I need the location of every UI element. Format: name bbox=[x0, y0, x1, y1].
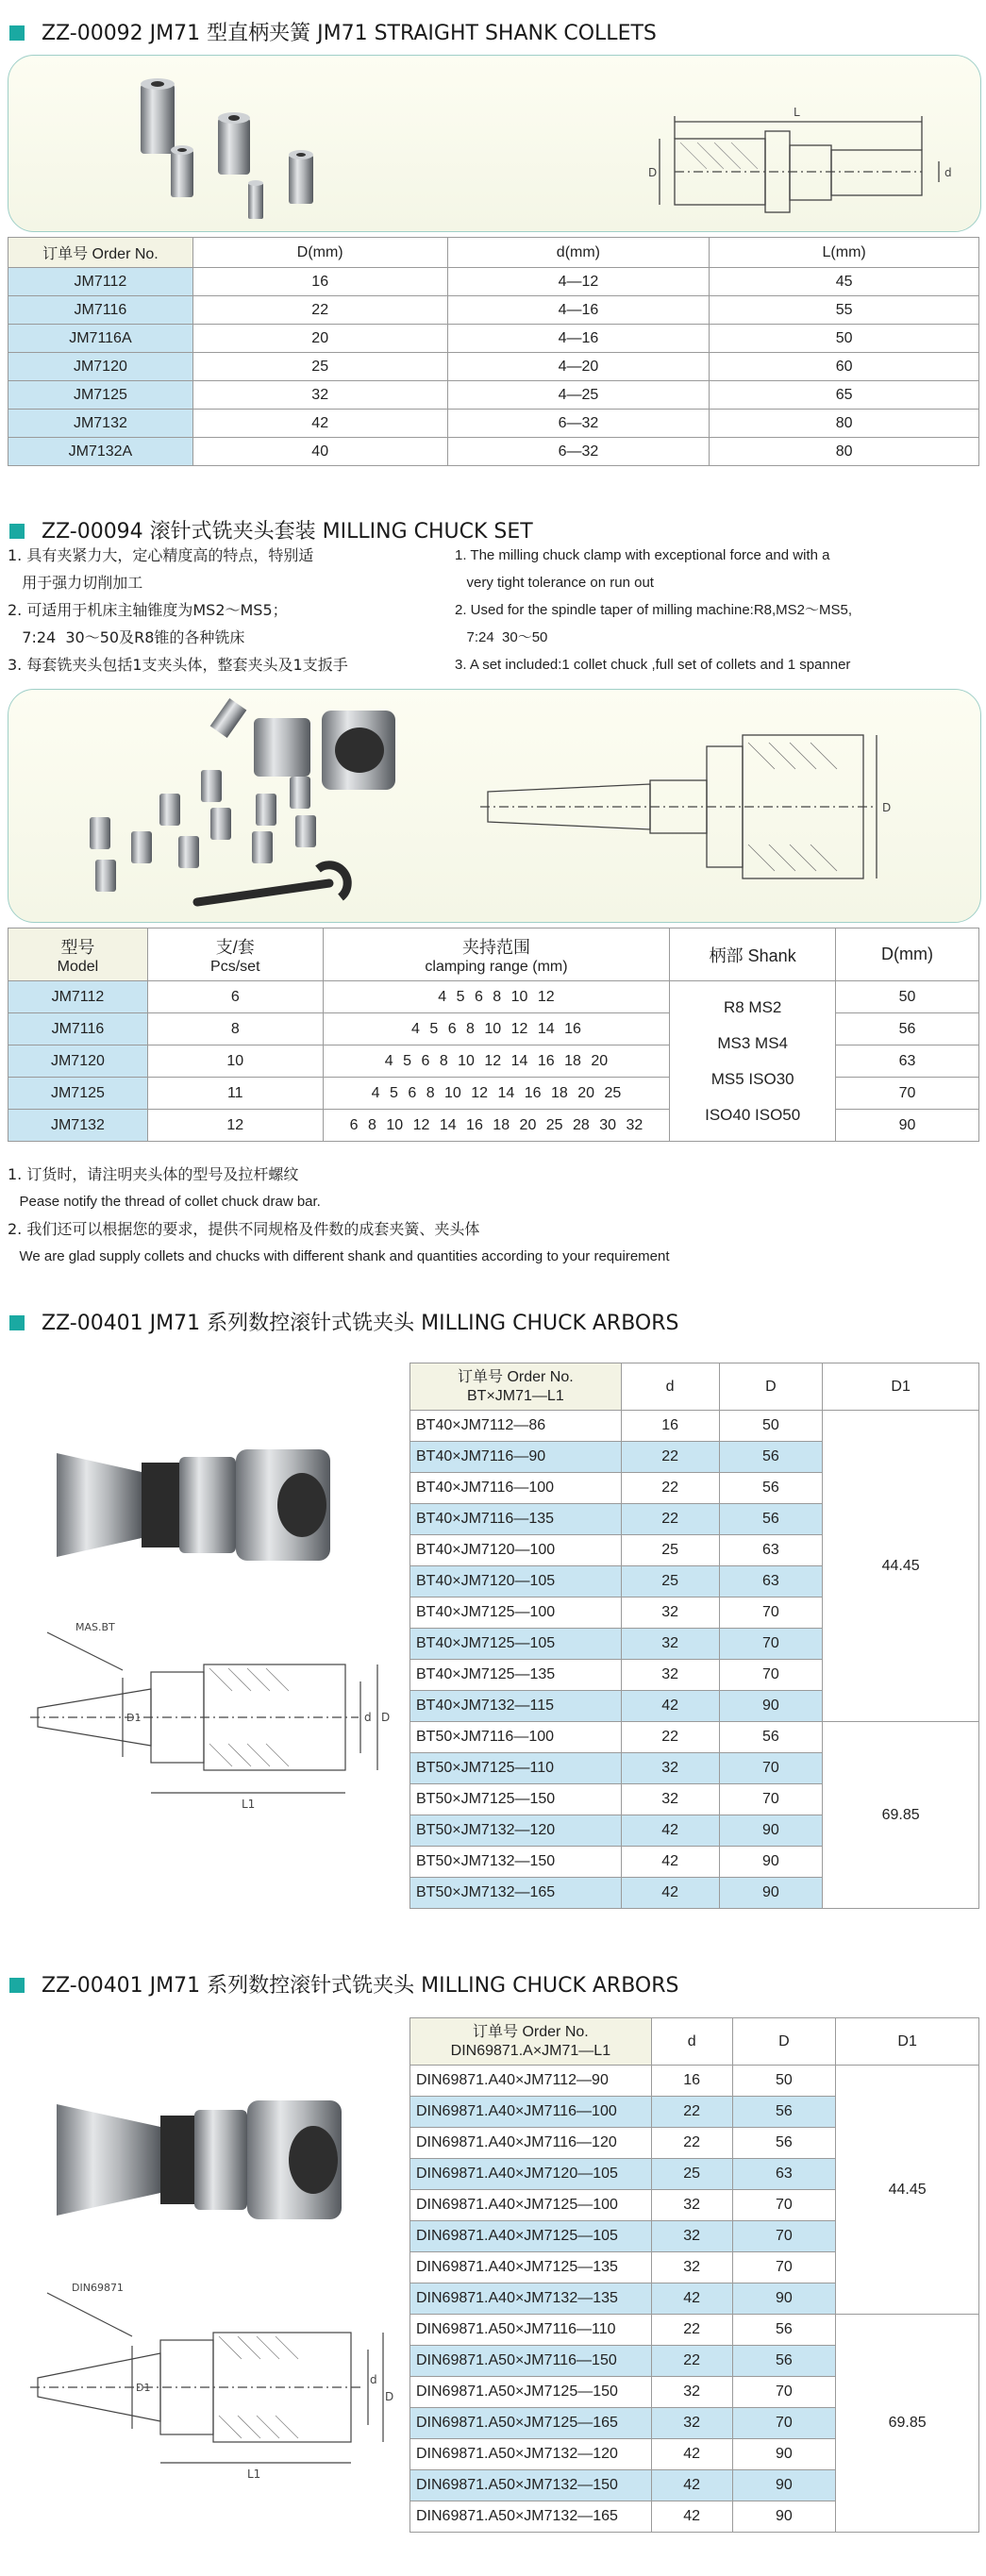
chuck-set-image-panel bbox=[8, 689, 981, 923]
table-cell: 16 bbox=[621, 1411, 719, 1442]
note-cn-2b: 7:24 30～50及R8锥的各种铣床 bbox=[8, 628, 245, 646]
table-row bbox=[8, 410, 979, 438]
section-title-milling-chuck-set: ZZ-00094 滚针式铣夹头套装 MILLING CHUCK SET bbox=[9, 515, 533, 544]
table-cell: 4—20 bbox=[447, 353, 710, 381]
table-cell: 22 bbox=[651, 2315, 732, 2346]
table-cell: 50 bbox=[836, 981, 979, 1013]
collets-illustration bbox=[8, 56, 980, 231]
table-cell: JM7116A bbox=[8, 325, 193, 353]
table-cell: BT50×JM7125—110 bbox=[410, 1753, 622, 1784]
table-cell: 90 bbox=[719, 1815, 823, 1847]
table-cell: 63 bbox=[732, 2159, 836, 2190]
note-en-1b: very tight tolerance on run out bbox=[455, 575, 654, 591]
footnote-en-2: We are glad supply collets and chucks with different shank and quantities according to your requirement bbox=[8, 1248, 670, 1264]
din-arbor-illustration bbox=[19, 2085, 396, 2519]
table-cell: DIN69871.A40×JM7132—135 bbox=[410, 2283, 652, 2315]
table-cell: 25 bbox=[621, 1566, 719, 1597]
table-cell: 63 bbox=[836, 1045, 979, 1078]
section-marker-icon bbox=[9, 1315, 25, 1330]
dimension-label-d: d bbox=[370, 2373, 377, 2386]
note-cn-3: 3. 每套铣夹头包括1支夹头体，整套夹头及1支扳手 bbox=[8, 656, 348, 674]
table-cell: 56 bbox=[732, 2346, 836, 2377]
table-cell: BT40×JM7116—135 bbox=[410, 1504, 622, 1535]
dimension-label-D: D bbox=[882, 801, 892, 814]
table-cell: 70 bbox=[719, 1753, 823, 1784]
table-cell: 56 bbox=[732, 2315, 836, 2346]
din-arbors-table bbox=[409, 2017, 979, 2533]
table-cell: 56 bbox=[732, 2128, 836, 2159]
table-cell: 16 bbox=[651, 2066, 732, 2097]
table-cell: BT40×JM7125—135 bbox=[410, 1660, 622, 1691]
table-cell: 70 bbox=[732, 2221, 836, 2252]
table-cell: 25 bbox=[621, 1535, 719, 1566]
table-cell: 22 bbox=[651, 2128, 732, 2159]
bt-arbors-table bbox=[409, 1363, 979, 1909]
table-cell: 32 bbox=[621, 1597, 719, 1629]
table-cell: 90 bbox=[732, 2470, 836, 2501]
table-cell: DIN69871.A50×JM7125—150 bbox=[410, 2377, 652, 2408]
table-cell: BT40×JM7120—100 bbox=[410, 1535, 622, 1566]
drawing-label-din: DIN69871 bbox=[72, 2282, 124, 2294]
table-cell: 56 bbox=[719, 1473, 823, 1504]
table-cell: 90 bbox=[836, 1110, 979, 1142]
table-row bbox=[8, 325, 979, 353]
table-cell: JM7120 bbox=[8, 1045, 148, 1078]
table-cell: 50 bbox=[719, 1411, 823, 1442]
table-cell: BT40×JM7125—100 bbox=[410, 1597, 622, 1629]
table-row bbox=[410, 2315, 979, 2346]
col-header-order-no: 订单号 Order No. bbox=[8, 238, 193, 268]
col-header-D: D bbox=[719, 1363, 823, 1411]
dimension-label-D: D bbox=[648, 166, 658, 179]
shank-value: MS3 MS4 bbox=[717, 1033, 788, 1052]
table-cell: 70 bbox=[732, 2252, 836, 2283]
table-cell: 22 bbox=[192, 296, 447, 325]
table-cell: 32 bbox=[651, 2221, 732, 2252]
table-cell: JM7116 bbox=[8, 296, 193, 325]
table-cell: 12 bbox=[147, 1110, 323, 1142]
table-cell: BT40×JM7116—90 bbox=[410, 1442, 622, 1473]
collets-image-panel bbox=[8, 55, 981, 232]
section-title-din-arbors: ZZ-00401 JM71 系列数控滚针式铣夹头 MILLING CHUCK ARBORS bbox=[9, 1969, 679, 1999]
table-row bbox=[8, 981, 979, 1013]
table-cell: 4—25 bbox=[447, 381, 710, 410]
note-cn-1b: 用于强力切削加工 bbox=[8, 574, 143, 592]
d1-cell: 44.45 bbox=[836, 2066, 979, 2315]
table-row bbox=[8, 353, 979, 381]
table-row bbox=[410, 2066, 979, 2097]
table-cell: 56 bbox=[719, 1442, 823, 1473]
table-cell: 11 bbox=[147, 1078, 323, 1110]
dimension-label-L: L bbox=[794, 106, 800, 119]
table-cell: JM7112 bbox=[8, 268, 193, 296]
col-header-model: 型号 Model bbox=[8, 928, 148, 981]
col-header-D: D(mm) bbox=[192, 238, 447, 268]
table-cell: JM7125 bbox=[8, 1078, 148, 1110]
note-cn-2: 2. 可适用于机床主轴锥度为MS2～MS5； bbox=[8, 601, 288, 619]
table-cell: 42 bbox=[621, 1691, 719, 1722]
table-cell: 6—32 bbox=[447, 438, 710, 466]
table-cell: 4 5 6 8 10 12 14 16 18 20 25 bbox=[323, 1078, 670, 1110]
table-cell: BT40×JM7112—86 bbox=[410, 1411, 622, 1442]
d1-cell: 69.85 bbox=[836, 2315, 979, 2533]
col-header-D1: D1 bbox=[836, 2018, 979, 2066]
table-cell: 70 bbox=[719, 1629, 823, 1660]
table-cell: 4 5 6 8 10 12 14 16 bbox=[323, 1013, 670, 1045]
table-cell: DIN69871.A40×JM7125—135 bbox=[410, 2252, 652, 2283]
table-cell: 90 bbox=[732, 2439, 836, 2470]
table-cell: JM7116 bbox=[8, 1013, 148, 1045]
table-cell: DIN69871.A40×JM7112—90 bbox=[410, 2066, 652, 2097]
table-cell: 56 bbox=[732, 2097, 836, 2128]
table-cell: 32 bbox=[651, 2252, 732, 2283]
table-cell: DIN69871.A50×JM7132—150 bbox=[410, 2470, 652, 2501]
table-cell: 70 bbox=[836, 1078, 979, 1110]
table-row bbox=[8, 381, 979, 410]
col-header-order-no: 订单号 Order No. DIN69871.A×JM71—L1 bbox=[410, 2018, 652, 2066]
section-marker-icon bbox=[9, 1978, 25, 1993]
table-cell: 20 bbox=[192, 325, 447, 353]
table-cell: 70 bbox=[719, 1784, 823, 1815]
english-notes bbox=[455, 542, 852, 678]
col-header-pcs-set: 支/套 Pcs/set bbox=[147, 928, 323, 981]
table-cell: BT40×JM7132—115 bbox=[410, 1691, 622, 1722]
table-cell: 4—16 bbox=[447, 325, 710, 353]
table-cell: 80 bbox=[710, 438, 979, 466]
table-cell: 42 bbox=[621, 1847, 719, 1878]
table-cell: 22 bbox=[621, 1473, 719, 1504]
table-cell: DIN69871.A50×JM7132—120 bbox=[410, 2439, 652, 2470]
table-cell: 22 bbox=[621, 1442, 719, 1473]
table-cell: 60 bbox=[710, 353, 979, 381]
col-header-shank: 柄部 Shank bbox=[670, 928, 836, 981]
table-cell: JM7112 bbox=[8, 981, 148, 1013]
dimension-label-L1: L1 bbox=[247, 2467, 261, 2481]
shank-value: ISO40 ISO50 bbox=[705, 1105, 801, 1124]
col-header-L: L(mm) bbox=[710, 238, 979, 268]
footnote-cn-2: 2. 我们还可以根据您的要求，提供不同规格及件数的成套夹簧、夹头体 bbox=[8, 1220, 480, 1238]
table-cell: 32 bbox=[621, 1753, 719, 1784]
table-cell: 6 8 10 12 14 16 18 20 25 28 30 32 bbox=[323, 1110, 670, 1142]
table-cell: 42 bbox=[651, 2501, 732, 2533]
table-cell: 4—12 bbox=[447, 268, 710, 296]
table-cell: 32 bbox=[651, 2190, 732, 2221]
table-cell: BT40×JM7116—100 bbox=[410, 1473, 622, 1504]
col-header-d: d bbox=[621, 1363, 719, 1411]
dimension-label-d: d bbox=[944, 166, 952, 179]
note-en-2b: 7:24 30～50 bbox=[455, 629, 548, 645]
table-cell: 6 bbox=[147, 981, 323, 1013]
col-header-d: d(mm) bbox=[447, 238, 710, 268]
table-cell: 32 bbox=[621, 1629, 719, 1660]
table-row bbox=[8, 268, 979, 296]
bt-arbor-illustration bbox=[19, 1434, 396, 1849]
shank-cell bbox=[670, 981, 836, 1142]
dimension-label-d: d bbox=[364, 1711, 372, 1724]
table-cell: 42 bbox=[651, 2439, 732, 2470]
collets-table bbox=[8, 237, 979, 466]
table-cell: 70 bbox=[732, 2408, 836, 2439]
shank-value: R8 MS2 bbox=[723, 997, 782, 1016]
section-marker-icon bbox=[9, 25, 25, 41]
table-cell: 90 bbox=[732, 2501, 836, 2533]
table-row bbox=[410, 1411, 979, 1442]
dimension-label-D: D bbox=[381, 1711, 391, 1724]
table-cell: 80 bbox=[710, 410, 979, 438]
table-cell: JM7132 bbox=[8, 410, 193, 438]
table-cell: 90 bbox=[732, 2283, 836, 2315]
table-cell: DIN69871.A40×JM7125—105 bbox=[410, 2221, 652, 2252]
table-cell: DIN69871.A50×JM7116—150 bbox=[410, 2346, 652, 2377]
section-marker-icon bbox=[9, 524, 25, 539]
col-header-order-no: 订单号 Order No. BT×JM71—L1 bbox=[410, 1363, 622, 1411]
footnote-en-1: Pease notify the thread of collet chuck draw bar. bbox=[8, 1194, 321, 1210]
col-header-d: d bbox=[651, 2018, 732, 2066]
table-cell: DIN69871.A50×JM7132—165 bbox=[410, 2501, 652, 2533]
col-header-clamping-range: 夹持范围 clamping range (mm) bbox=[323, 928, 670, 981]
dimension-label-D1: D1 bbox=[126, 1712, 142, 1724]
table-cell: 22 bbox=[621, 1504, 719, 1535]
table-cell: BT50×JM7132—165 bbox=[410, 1878, 622, 1909]
table-cell: 50 bbox=[710, 325, 979, 353]
dimension-label-D1: D1 bbox=[136, 2382, 151, 2394]
table-cell: JM7132A bbox=[8, 438, 193, 466]
table-cell: BT50×JM7116—100 bbox=[410, 1722, 622, 1753]
col-header-D: D(mm) bbox=[836, 928, 979, 981]
table-cell: 42 bbox=[651, 2470, 732, 2501]
table-cell: DIN69871.A40×JM7120—105 bbox=[410, 2159, 652, 2190]
table-row bbox=[8, 296, 979, 325]
table-cell: 32 bbox=[192, 381, 447, 410]
table-cell: 70 bbox=[732, 2377, 836, 2408]
table-cell: 90 bbox=[719, 1691, 823, 1722]
table-cell: BT40×JM7125—105 bbox=[410, 1629, 622, 1660]
section-title-straight-shank: ZZ-00092 JM71 型直柄夹簧 JM71 STRAIGHT SHANK COLLETS bbox=[9, 17, 657, 46]
footnote-cn-1: 1. 订货时，请注明夹头体的型号及拉杆螺纹 bbox=[8, 1165, 299, 1183]
col-header-D1: D1 bbox=[823, 1363, 979, 1411]
table-cell: BT50×JM7125—150 bbox=[410, 1784, 622, 1815]
table-cell: 32 bbox=[621, 1660, 719, 1691]
table-cell: 63 bbox=[719, 1566, 823, 1597]
table-cell: JM7125 bbox=[8, 381, 193, 410]
table-cell: 4 5 6 8 10 12 bbox=[323, 981, 670, 1013]
table-cell: 42 bbox=[621, 1815, 719, 1847]
table-cell: 32 bbox=[651, 2377, 732, 2408]
table-cell: 42 bbox=[621, 1878, 719, 1909]
col-header-D: D bbox=[732, 2018, 836, 2066]
drawing-label-mas-bt: MAS.BT bbox=[75, 1621, 115, 1633]
table-cell: JM7132 bbox=[8, 1110, 148, 1142]
table-cell: 4—16 bbox=[447, 296, 710, 325]
table-cell: 4 5 6 8 10 12 14 16 18 20 bbox=[323, 1045, 670, 1078]
table-cell: BT50×JM7132—150 bbox=[410, 1847, 622, 1878]
table-cell: 90 bbox=[719, 1878, 823, 1909]
d1-cell: 44.45 bbox=[823, 1411, 979, 1722]
note-en-1: 1. The milling chuck clamp with exceptional force and with a bbox=[455, 547, 830, 563]
table-cell: 50 bbox=[732, 2066, 836, 2097]
table-cell: 42 bbox=[192, 410, 447, 438]
chinese-notes bbox=[8, 542, 348, 678]
table-cell: 90 bbox=[719, 1847, 823, 1878]
table-cell: 22 bbox=[651, 2346, 732, 2377]
table-cell: 32 bbox=[621, 1784, 719, 1815]
chuck-set-table bbox=[8, 928, 979, 1142]
table-cell: 45 bbox=[710, 268, 979, 296]
table-cell: 56 bbox=[719, 1504, 823, 1535]
table-cell: 22 bbox=[651, 2097, 732, 2128]
table-cell: DIN69871.A50×JM7116—110 bbox=[410, 2315, 652, 2346]
shank-value: MS5 ISO30 bbox=[710, 1069, 794, 1088]
section-title-bt-arbors: ZZ-00401 JM71 系列数控滚针式铣夹头 MILLING CHUCK ARBORS bbox=[9, 1307, 679, 1336]
table-cell: BT50×JM7132—120 bbox=[410, 1815, 622, 1847]
chuck-set-footnotes bbox=[8, 1161, 670, 1270]
dimension-label-L1: L1 bbox=[242, 1798, 256, 1811]
table-cell: DIN69871.A40×JM7125—100 bbox=[410, 2190, 652, 2221]
table-cell: 6—32 bbox=[447, 410, 710, 438]
note-en-3: 3. A set included:1 collet chuck ,full set of collets and 1 spanner bbox=[455, 657, 851, 673]
table-cell: DIN69871.A40×JM7116—120 bbox=[410, 2128, 652, 2159]
table-cell: 42 bbox=[651, 2283, 732, 2315]
table-cell: 55 bbox=[710, 296, 979, 325]
table-cell: DIN69871.A40×JM7116—100 bbox=[410, 2097, 652, 2128]
table-cell: 70 bbox=[719, 1660, 823, 1691]
table-cell: 25 bbox=[651, 2159, 732, 2190]
table-cell: 70 bbox=[732, 2190, 836, 2221]
chuck-set-illustration bbox=[8, 690, 980, 922]
table-cell: 32 bbox=[651, 2408, 732, 2439]
table-row bbox=[410, 1722, 979, 1753]
note-cn-1: 1. 具有夹紧力大，定心精度高的特点，特别适 bbox=[8, 546, 314, 564]
table-cell: 16 bbox=[192, 268, 447, 296]
table-cell: 10 bbox=[147, 1045, 323, 1078]
table-cell: BT40×JM7120—105 bbox=[410, 1566, 622, 1597]
note-en-2: 2. Used for the spindle taper of milling machine:R8,MS2～MS5, bbox=[455, 602, 853, 618]
table-row bbox=[8, 438, 979, 466]
table-cell: DIN69871.A50×JM7125—165 bbox=[410, 2408, 652, 2439]
table-cell: 8 bbox=[147, 1013, 323, 1045]
table-cell: 65 bbox=[710, 381, 979, 410]
table-cell: 40 bbox=[192, 438, 447, 466]
table-cell: 25 bbox=[192, 353, 447, 381]
table-cell: 70 bbox=[719, 1597, 823, 1629]
dimension-label-D: D bbox=[385, 2390, 394, 2403]
table-cell: 56 bbox=[719, 1722, 823, 1753]
table-cell: 63 bbox=[719, 1535, 823, 1566]
table-cell: 22 bbox=[621, 1722, 719, 1753]
d1-cell: 69.85 bbox=[823, 1722, 979, 1909]
table-cell: 56 bbox=[836, 1013, 979, 1045]
table-cell: JM7120 bbox=[8, 353, 193, 381]
